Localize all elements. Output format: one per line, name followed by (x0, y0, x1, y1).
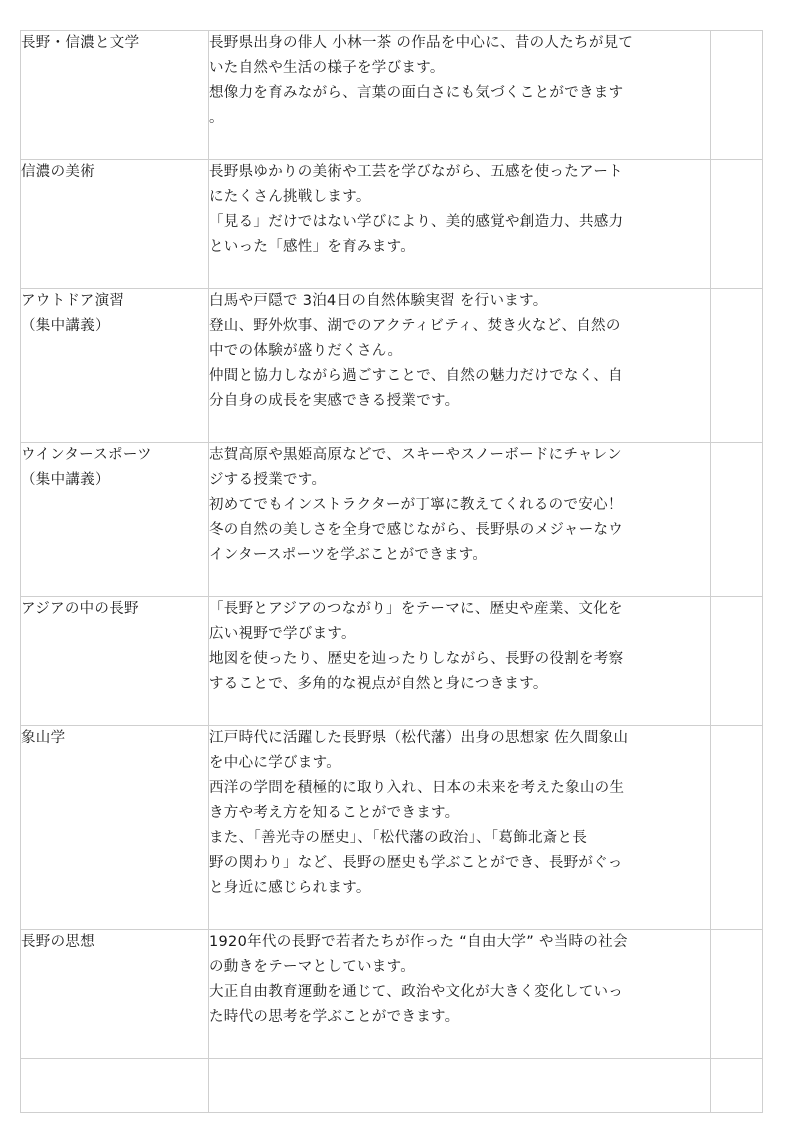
course-name: （集中講義） (21, 472, 110, 488)
course-description-line: 。 (209, 110, 224, 126)
course-name-cell (21, 31, 209, 160)
course-description-cell (209, 31, 711, 160)
empty-cell (711, 31, 763, 160)
course-description-line: 広い視野で学びます。 (209, 626, 356, 642)
course-description-line: を中心に学びます。 (209, 755, 342, 771)
table-row (21, 289, 763, 443)
table-row (21, 597, 763, 726)
course-description-line: 志賀高原や黒姫高原などで、スキーやスノーボードにチャレン (209, 447, 622, 463)
empty-cell (711, 289, 763, 443)
course-description-line: 「長野とアジアのつながり」をテーマに、歴史や産業、文化を (209, 601, 623, 617)
course-name: ウインタースポーツ (21, 447, 152, 463)
course-description-line: 野の関わり」など、長野の歴史も学ぶことができ、長野がぐっ (209, 855, 623, 871)
course-description-line: 分自身の成長を実感できる授業です。 (209, 393, 460, 409)
course-name-cell (21, 160, 209, 289)
course-description-line: にたくさん挑戦します。 (209, 189, 371, 205)
course-name-cell (21, 289, 209, 443)
course-name: （集中講義） (21, 318, 110, 334)
course-description-line: 初めてでもインストラクターが丁寧に教えてくれるので安心！ (209, 497, 623, 513)
course-description-line: 大正自由教育運動を通じて、政治や文化が大きく変化していっ (209, 984, 624, 1000)
table-row-empty (21, 1059, 763, 1113)
course-name-cell (21, 597, 209, 726)
table-row (21, 160, 763, 289)
course-description-cell (209, 160, 711, 289)
course-description-line: いた自然や生活の様子を学びます。 (209, 60, 445, 76)
course-description-line: することで、多角的な視点が自然と身につきます。 (209, 676, 548, 692)
course-description-line: 長野県ゆかりの美術や工芸を学びながら、五感を使ったアート (209, 164, 623, 180)
course-description-line: インタースポーツを学ぶことができます。 (209, 547, 488, 563)
course-description-line: 地図を使ったり、歴史を辿ったりしながら、長野の役割を考察 (209, 651, 624, 667)
table-row (21, 726, 763, 930)
empty-cell (711, 726, 763, 930)
course-description-line: 江戸時代に活躍した長野県（松代藩）出身の思想家 佐久間象山 (209, 730, 629, 746)
course-description-line: と身近に感じられます。 (209, 880, 371, 896)
course-name-cell (21, 1059, 209, 1113)
course-description-line: 1920年代の長野で若者たちが作った “自由大学” や当時の社会 (209, 934, 628, 950)
course-name: アウトドア演習 (21, 293, 125, 309)
course-name: アジアの中の長野 (21, 601, 139, 617)
course-description-line: ジする授業です。 (209, 472, 327, 488)
empty-cell (711, 160, 763, 289)
course-description-line: 「見る」だけではない学びにより、美的感覚や創造力、共感力 (209, 214, 624, 230)
course-description-cell (209, 597, 711, 726)
course-description-line: また、「善光寺の歴史」、「松代藩の政治」、「葛飾北斎と長 (209, 830, 588, 846)
course-name-cell (21, 443, 209, 597)
course-description-line: 長野県出身の俳人 小林一茶 の作品を中心に、昔の人たちが見て (209, 35, 634, 51)
course-description-line: き方や考え方を知ることができます。 (209, 805, 460, 821)
empty-cell (711, 930, 763, 1059)
table-row (21, 443, 763, 597)
course-description-line: といった「感性」を育みます。 (209, 239, 416, 255)
course-name: 長野・信濃と文学 (21, 35, 140, 51)
course-description-line: 想像力を育みながら、言葉の面白さにも気づくことができます (209, 85, 624, 101)
course-description-line: 中での体験が盛りだくさん。 (209, 343, 403, 359)
course-description-cell (209, 930, 711, 1059)
course-description-line: 登山、野外炊事、湖でのアクティビティ、焚き火など、自然の (209, 318, 621, 334)
course-description-line: た時代の思考を学ぶことができます。 (209, 1009, 460, 1025)
course-description-line: 仲間と協力しながら過ごすことで、自然の魅力だけでなく、自 (209, 368, 623, 384)
course-name: 長野の思想 (21, 934, 95, 950)
course-description-line: 西洋の学問を積極的に取り入れ、日本の未来を考えた象山の生 (209, 780, 625, 796)
table-row (21, 930, 763, 1059)
course-description-cell (209, 443, 711, 597)
course-name-cell (21, 930, 209, 1059)
empty-cell (711, 597, 763, 726)
course-description-cell (209, 1059, 711, 1113)
course-description-cell (209, 726, 711, 930)
course-description-cell (209, 289, 711, 443)
course-name: 象山学 (21, 730, 66, 746)
table-row (21, 31, 763, 160)
empty-cell (711, 443, 763, 597)
course-table-body (21, 31, 763, 1113)
course-name: 信濃の美術 (21, 164, 95, 180)
course-table (20, 30, 763, 1113)
course-description-line: の動きをテーマとしています。 (209, 959, 416, 975)
empty-cell (711, 1059, 763, 1113)
course-description-line: 冬の自然の美しさを全身で感じながら、長野県のメジャーなウ (209, 522, 624, 538)
course-description-line: 白馬や戸隠で 3泊4日の自然体験実習 を行います。 (209, 293, 548, 309)
course-name-cell (21, 726, 209, 930)
